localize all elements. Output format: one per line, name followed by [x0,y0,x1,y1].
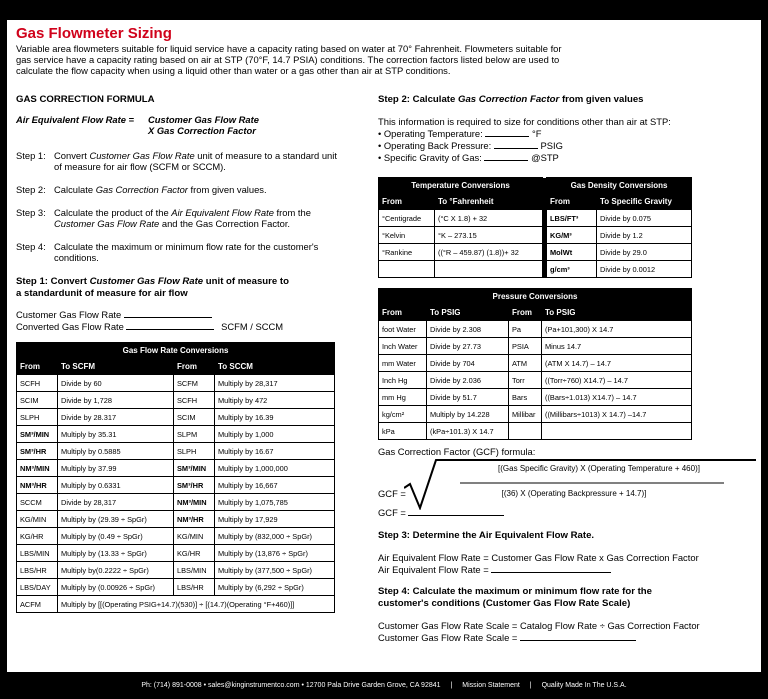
temp-table-title: Temperature Conversions [379,178,543,193]
table-cell: NM³/HR [174,511,215,528]
col-header: From [17,358,58,375]
page-title: Gas Flowmeter Sizing [16,25,172,42]
table-cell: °K – 273.15 [435,227,543,244]
table-cell: NM³/HR [17,477,58,494]
heading-text: from given values [559,94,644,105]
table-cell: Bars [509,389,542,406]
customer-scale-field[interactable] [520,631,636,641]
table-cell: Multiply by (0.49 ÷ SpGr) [58,528,174,545]
table-row [17,392,335,409]
table-row [17,426,335,443]
table-cell: LBS/HR [174,579,215,596]
table-cell: g/cm³ [547,261,597,278]
step-text: unit of measure to a standard unit of measure for air flow (SCFM or SCCM). [54,150,337,172]
table-cell [379,261,435,278]
table-cell: SCFH [174,392,215,409]
table-cell: SCCM [17,494,58,511]
heading-emphasis: Customer Gas Flow Rate [89,276,204,287]
table-cell: ATM [509,355,542,372]
pressure-table-title: Pressure Conversions [379,289,692,304]
step-emphasis: Air Equivalent Flow Rate [171,207,274,218]
temp-table-body [379,210,692,278]
table-cell: Multiply by (6,292 ÷ SpGr) [215,579,335,596]
table-cell: Multiply by [[(Operating PSIG+14.7)(530)] ÷ [(14.7)(Operating °F+460)]] [58,596,335,613]
table-cell: Inch Water [379,338,427,355]
table-row [379,355,692,372]
col-header: To PSIG [542,304,692,321]
table-row [17,443,335,460]
table-cell [542,423,692,440]
gas-table-title: Gas Flow Rate Conversions [17,343,335,358]
table-cell: Divide by 28.317 [58,409,174,426]
heading-text: customer's conditions (Customer Gas Flow Rate Scale) [378,598,631,609]
table-cell: ((Torr÷760) X14.7) – 14.7 [542,372,692,389]
table-cell: NM³/MIN [17,460,58,477]
table-row [17,409,335,426]
table-row [17,579,335,596]
step3-line: Air Equivalent Flow Rate = Customer Gas Flow Rate x Gas Correction Factor [378,552,699,563]
table-cell: Divide by 60 [58,375,174,392]
table-cell: Multiply by 37.99 [58,460,174,477]
table-cell: kPa [379,423,427,440]
footer [0,672,768,699]
table-cell: Multiply by 17,929 [215,511,335,528]
gas-flow-rate-table [16,342,335,613]
heading-text: unit of measure to [203,276,289,287]
table-cell: NM³/MIN [174,494,215,511]
table-cell: (Pa+101,300) X 14.7 [542,321,692,338]
step-text: from the [273,207,311,218]
col-header: From [379,193,435,210]
table-cell: Torr [509,372,542,389]
table-cell: Multiply by 1,075,785 [215,494,335,511]
table-cell: Multiply by(0.2222 ÷ SpGr) [58,562,174,579]
operating-temperature-field[interactable] [485,127,529,137]
col-header: To °Fahrenheit [435,193,543,210]
table-cell: SCFH [17,375,58,392]
gcf-result-field[interactable] [408,506,504,516]
footer-contact: Ph: (714) 891-0008 • sales@kinginstrumentco.com • 12700 Pala Drive Garden Grove, CA 92841 [141,682,441,689]
table-row [17,511,335,528]
table-row [17,477,335,494]
step-1-item [16,150,346,172]
formula-lhs: Air Equivalent Flow Rate = [16,114,134,125]
table-cell: Multiply by 1,000,000 [215,460,335,477]
step3-line: Air Equivalent Flow Rate = [378,564,489,575]
table-cell: SM³/HR [17,443,58,460]
table-row [17,562,335,579]
gcf-equals: GCF = [378,488,406,499]
req-label: • Specific Gravity of Gas: [378,152,482,163]
step-emphasis: Customer Gas Flow Rate [89,150,195,161]
table-cell: Divide by 2.036 [427,372,509,389]
table-cell: (kPa÷101.3) X 14.7 [427,423,509,440]
col-header: From [509,304,542,321]
step4-line: Customer Gas Flow Rate Scale = [378,632,518,643]
table-row [379,338,692,355]
step-2-item [16,184,346,195]
req-unit: @STP [531,152,559,163]
step-text: and the Gas Correction Factor. [159,218,291,229]
table-row [379,372,692,389]
step-text: Calculate the maximum or minimum flow rate for the customer's conditions. [54,241,319,263]
step-text: from given values. [187,184,267,195]
table-row [17,528,335,545]
table-cell: Divide by 28,317 [58,494,174,511]
document-sheet [7,20,761,672]
table-cell: KG/HR [17,528,58,545]
table-cell: SCIM [174,409,215,426]
table-cell: ((°R – 459.87) (1.8))+ 32 [435,244,543,261]
table-cell: Multiply by 1,000 [215,426,335,443]
table-cell: LBS/DAY [17,579,58,596]
footer-separator: | [529,682,532,689]
table-cell: foot Water [379,321,427,338]
table-cell: ((Millibars÷1013) X 14.7) –14.7 [542,406,692,423]
table-cell: ((Bars÷1.013) X14.7) – 14.7 [542,389,692,406]
step3-heading: Step 3: Determine the Air Equivalent Flow Rate. [378,530,595,541]
step-text: Calculate the product of the [54,207,172,218]
table-row [379,423,692,440]
step-number: Step 3: [16,207,46,218]
table-cell: (°C X 1.8) + 32 [435,210,543,227]
step-emphasis: Gas Correction Factor [95,184,188,195]
col-header: To SCCM [215,358,335,375]
table-cell: SM³/MIN [17,426,58,443]
table-row [17,545,335,562]
step-3-item [16,207,346,229]
table-row [379,244,692,261]
table-cell: MolWt [547,244,597,261]
formula-rhs-1: Customer Gas Flow Rate [148,114,259,125]
table-cell: Divide by 0.0012 [597,261,692,278]
pressure-table [378,288,692,440]
step-number: Step 4: [16,241,46,252]
gcf-label: Gas Correction Factor (GCF) formula: [378,446,536,457]
intro-paragraph: Variable area flowmeters suitable for liquid service have a capacity rating based on water at 70° Fahrenheit. Flowmeters suitable for gas service have a capacity rating based on air at STP (70°F, 14.7 PSIA) conditions. The correction factors listed below are used to calculate the flow capacity when using a liquid other than water or a gas other than air at STP conditions. [16,43,562,76]
step-number: Step 1: [16,150,46,161]
table-cell: SCIM [17,392,58,409]
conversion-fields [16,308,356,332]
customer-rate-field[interactable] [124,308,212,318]
table-cell: Divide by 27.73 [427,338,509,355]
table-cell: °Centigrade [379,210,435,227]
table-cell [509,423,542,440]
table-row [379,210,692,227]
step4-heading [378,586,652,610]
table-cell: Multiply by 0.5885 [58,443,174,460]
temperature-density-table [378,177,692,278]
table-cell: Divide by 2.308 [427,321,509,338]
gcf-result-label: GCF = [378,507,406,518]
table-cell: Multiply by (377,500 ÷ SpGr) [215,562,335,579]
table-cell: Multiply by 28,317 [215,375,335,392]
table-cell: Divide by 1.2 [597,227,692,244]
step-text: Convert [54,150,90,161]
table-cell: Divide by 704 [427,355,509,372]
gcf-denominator: [(36) X (Operating Backpressure + 14.7)] [501,489,647,498]
req-unit: PSIG [540,140,563,151]
operating-back-pressure-field[interactable] [494,139,538,149]
gcf-result-row [378,506,504,518]
density-table-title: Gas Density Conversions [547,178,692,193]
table-cell: Multiply by 472 [215,392,335,409]
table-row [379,261,692,278]
customer-rate-label: Customer Gas Flow Rate [16,309,122,320]
table-cell: kg/cm² [379,406,427,423]
table-cell: Millibar [509,406,542,423]
col-header: From [174,358,215,375]
table-cell: KG/MIN [17,511,58,528]
col-header: To Specific Gravity [597,193,692,210]
table-cell: Multiply by 0.6331 [58,477,174,494]
table-cell [435,261,543,278]
table-cell: SCFM [174,375,215,392]
table-row [379,227,692,244]
table-cell: Multiply by (13.33 ÷ SpGr) [58,545,174,562]
specific-gravity-field[interactable] [484,151,528,161]
required-info [378,116,738,163]
heading-text: Step 4: Calculate the maximum or minimum flow rate for the [378,586,653,597]
table-cell: SM³/HR [174,477,215,494]
table-row [17,494,335,511]
table-cell: LBS/MIN [174,562,215,579]
table-cell: LBS/MIN [17,545,58,562]
step-4-item [16,241,346,263]
col-header: From [379,304,427,321]
table-cell: mm Hg [379,389,427,406]
col-header: To PSIG [427,304,509,321]
table-cell: Divide by 1,728 [58,392,174,409]
req-label: • Operating Temperature: [378,128,483,139]
converted-rate-field[interactable] [126,320,214,330]
converted-rate-label: Converted Gas Flow Rate [16,321,124,332]
table-cell: °Rankine [379,244,435,261]
req-label: • Operating Back Pressure: [378,140,492,151]
table-cell: Pa [509,321,542,338]
pressure-table-body [379,321,692,440]
table-cell: Multiply by (13,876 ÷ SpGr) [215,545,335,562]
gas-table-body [17,375,335,596]
heading-text: Step 1: Convert [16,276,90,287]
step1-heading [16,276,346,300]
converted-rate-unit: SCFM / SCCM [221,321,284,332]
heading-text: a standardunit of measure for air flow [16,288,188,299]
step2-heading [378,94,644,105]
table-cell: Multiply by 35.31 [58,426,174,443]
step4-line: Customer Gas Flow Rate Scale = Catalog Flow Rate ÷ Gas Correction Factor [378,620,700,631]
table-cell: SLPM [174,426,215,443]
req-unit: °F [531,128,542,139]
mission-statement-link[interactable]: Mission Statement [462,682,520,689]
step4-body [378,620,758,643]
table-cell: LBS/HR [17,562,58,579]
table-cell: Multiply by 14.228 [427,406,509,423]
table-row [17,460,335,477]
table-cell: KG/MIN [174,528,215,545]
table-cell: KG/HR [174,545,215,562]
steps-list [16,150,346,263]
table-row [379,406,692,423]
formula-rhs-2: X Gas Correction Factor [148,125,256,136]
footer-separator: | [450,682,453,689]
col-header: To SCFM [58,358,174,375]
table-cell: SLPH [174,443,215,460]
table-cell: Inch Hg [379,372,427,389]
table-cell: Divide by 29.0 [597,244,692,261]
step-number: Step 2: [16,184,46,195]
step-emphasis: Customer Gas Flow Rate [54,218,160,229]
table-cell: SM³/MIN [174,460,215,477]
heading-emphasis: Gas Correction Factor [457,94,560,105]
footer-made-in-usa: Quality Made In The U.S.A. [541,682,627,689]
table-cell: ACFM [17,596,58,613]
table-cell: LBS/FT³ [547,210,597,227]
formula-block [16,114,356,136]
table-row [17,375,335,392]
table-cell: °Kelvin [379,227,435,244]
table-cell: Multiply by (0.00926 ÷ SpGr) [58,579,174,596]
table-cell: Multiply by (832,000 ÷ SpGr) [215,528,335,545]
gcf-numerator: [(Gas Specific Gravity) X (Operating Temperature + 460)] [498,464,700,473]
table-row [17,596,335,613]
table-row [379,389,692,406]
table-cell: mm Water [379,355,427,372]
table-cell: (ATM X 14.7) – 14.7 [542,355,692,372]
table-cell: Divide by 0.075 [597,210,692,227]
air-equivalent-field[interactable] [491,563,611,573]
table-cell: Multiply by 16.67 [215,443,335,460]
table-cell: PSIA [509,338,542,355]
info-required-text: This information is required to size for conditions other than air at STP: [378,116,671,127]
table-cell: SLPH [17,409,58,426]
heading-text: Step 2: Calculate [378,94,458,105]
table-cell: Multiply by (29.39 ÷ SpGr) [58,511,174,528]
table-row [379,321,692,338]
table-cell: Multiply by 16.39 [215,409,335,426]
step3-body [378,552,758,575]
table-cell: Multiply by 16,667 [215,477,335,494]
table-cell: Divide by 51.7 [427,389,509,406]
step-text: Calculate [54,184,96,195]
table-cell: KG/M³ [547,227,597,244]
table-cell: Minus 14.7 [542,338,692,355]
formula-heading: GAS CORRECTION FORMULA [16,94,155,105]
col-header: From [547,193,597,210]
